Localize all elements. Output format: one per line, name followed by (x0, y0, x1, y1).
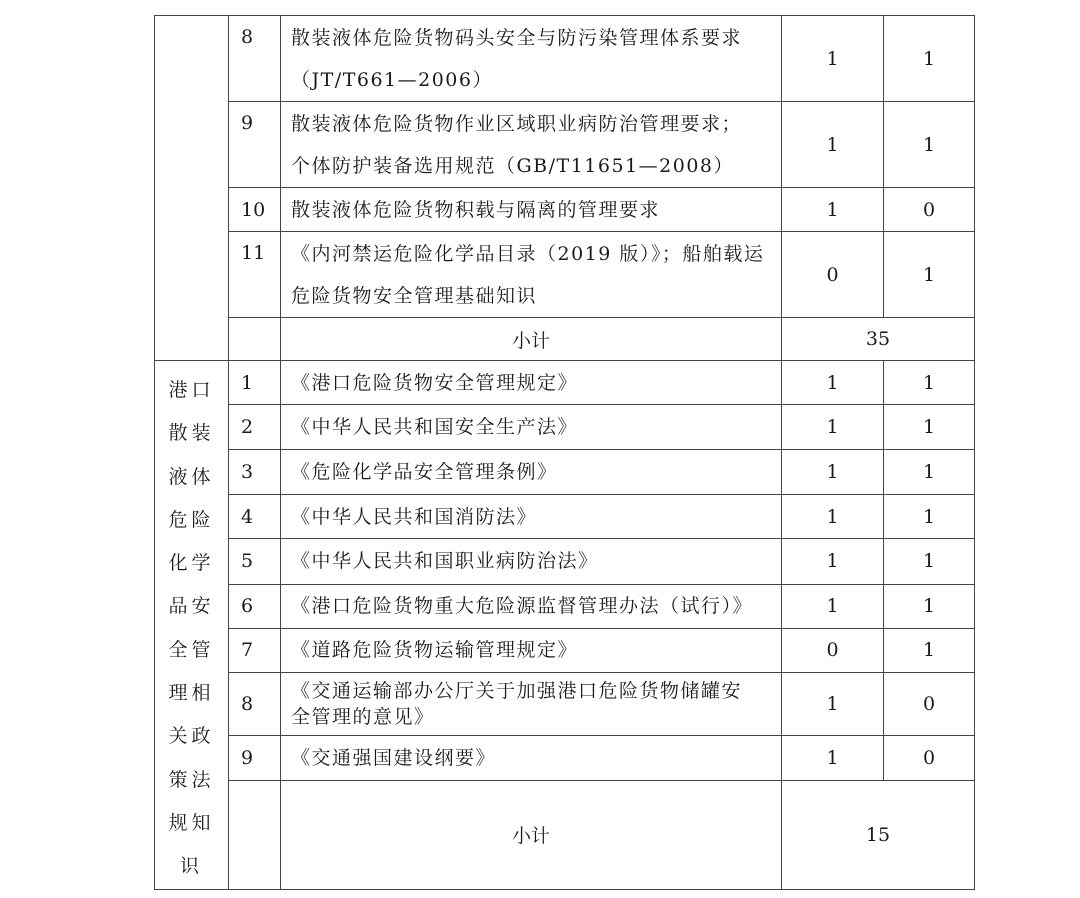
table-row (155, 673, 975, 736)
row-number: 6 (229, 584, 281, 628)
row-number: 8 (229, 673, 281, 736)
row-content: 《中华人民共和国职业病防治法》 (281, 539, 782, 584)
value-b: 1 (884, 449, 975, 494)
table-row (155, 628, 975, 672)
row-content: 《危险化学品安全管理条例》 (281, 449, 782, 494)
subtotal-row (155, 318, 975, 361)
value-b: 0 (884, 188, 975, 232)
table-row (155, 16, 975, 102)
value-a: 1 (782, 16, 884, 102)
row-content: 散装液体危险货物作业区域职业病防治管理要求； 个体防护装备选用规范（GB/T11651—2008） (281, 102, 782, 188)
value-a: 1 (782, 449, 884, 494)
table-row (155, 361, 975, 405)
table-row (155, 449, 975, 494)
row-number: 2 (229, 405, 281, 449)
value-a: 1 (782, 584, 884, 628)
table-row (155, 232, 975, 318)
value-a: 1 (782, 735, 884, 780)
value-a: 1 (782, 494, 884, 538)
row-content: 《港口危险货物安全管理规定》 (281, 361, 782, 405)
standards-table (154, 15, 975, 890)
subtotal-value: 15 (782, 781, 975, 889)
row-number: 10 (229, 188, 281, 232)
table-row (155, 405, 975, 449)
value-b: 1 (884, 16, 975, 102)
value-b: 1 (884, 361, 975, 405)
row-number: 9 (229, 735, 281, 780)
row-content: 《中华人民共和国安全生产法》 (281, 405, 782, 449)
subtotal-row (155, 781, 975, 889)
subtotal-value: 35 (782, 318, 975, 361)
row-number: 7 (229, 628, 281, 672)
row-content: 《交通强国建设纲要》 (281, 735, 782, 780)
value-a: 1 (782, 188, 884, 232)
table-row (155, 102, 975, 188)
row-number: 5 (229, 539, 281, 584)
value-a: 1 (782, 673, 884, 736)
row-content: 散装液体危险货物码头安全与防污染管理体系要求 （JT/T661—2006） (281, 16, 782, 102)
value-a: 1 (782, 539, 884, 584)
value-b: 1 (884, 584, 975, 628)
table-row (155, 188, 975, 232)
value-a: 1 (782, 102, 884, 188)
value-b: 1 (884, 232, 975, 318)
value-b: 0 (884, 673, 975, 736)
row-content: 《中华人民共和国消防法》 (281, 494, 782, 538)
row-number: 3 (229, 449, 281, 494)
value-b: 0 (884, 735, 975, 780)
row-number: 4 (229, 494, 281, 538)
subtotal-label: 小计 (281, 318, 782, 361)
value-a: 0 (782, 232, 884, 318)
table-row (155, 584, 975, 628)
row-content: 散装液体危险货物积载与隔离的管理要求 (281, 188, 782, 232)
subtotal-empty-cell (229, 781, 281, 889)
value-b: 1 (884, 102, 975, 188)
value-b: 1 (884, 494, 975, 538)
value-b: 1 (884, 628, 975, 672)
row-number: 8 (229, 16, 281, 102)
row-number: 9 (229, 102, 281, 188)
value-a: 1 (782, 361, 884, 405)
row-content: 《道路危险货物运输管理规定》 (281, 628, 782, 672)
table-row (155, 735, 975, 780)
value-a: 1 (782, 405, 884, 449)
row-number: 1 (229, 361, 281, 405)
value-a: 0 (782, 628, 884, 672)
table-row (155, 494, 975, 538)
row-content: 《港口危险货物重大危险源监督管理办法（试行）》 (281, 584, 782, 628)
subtotal-empty-cell (229, 318, 281, 361)
row-content: 《内河禁运危险化学品目录（2019 版）》；船舶载运 危险货物安全管理基础知识 (281, 232, 782, 318)
row-number: 11 (229, 232, 281, 318)
value-b: 1 (884, 405, 975, 449)
category-cell: 港口 散装 液体 危险 化学 品安 全管 理相 关政 策法 规知 识 (155, 361, 229, 890)
value-b: 1 (884, 539, 975, 584)
row-content: 《交通运输部办公厅关于加强港口危险货物储罐安 全管理的意见》 (281, 673, 782, 736)
category-cell-empty (155, 16, 229, 361)
subtotal-label: 小计 (281, 781, 782, 889)
table-row (155, 539, 975, 584)
